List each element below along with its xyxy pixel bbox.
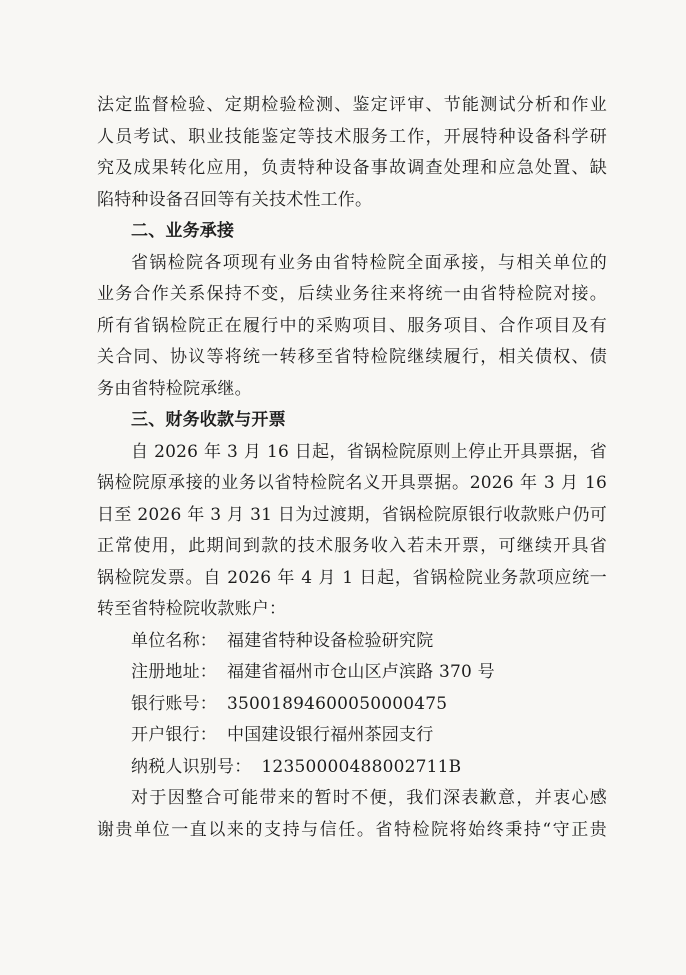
paragraph-line: 人员考试、职业技能鉴定等技术服务工作，开展特种设备科学研 xyxy=(97,126,607,147)
paragraph-line: 务由省特检院承继。 xyxy=(97,378,252,399)
paragraph-line: 谢贵单位一直以来的支持与信任。省特检院将始终秉持“守正贵 xyxy=(97,819,607,840)
paragraph-line: 究及成果转化应用，负责特种设备事故调查处理和应急处置、缺 xyxy=(97,158,607,178)
account-address-label: 注册地址： xyxy=(131,662,217,682)
section-heading-finance: 三、财务收款与开票 xyxy=(131,410,286,430)
paragraph-line: 对于因整合可能带来的暂时不便，我们深表歉意，并衷心感 xyxy=(131,788,607,808)
bank-value: 中国建设银行福州茶园支行 xyxy=(227,725,434,745)
paragraph-line: 正常使用，此期间到款的技术服务收入若未开票，可继续开具省 xyxy=(97,536,607,556)
tax-id-row xyxy=(97,752,607,784)
paragraph-line: 省锅检院各项现有业务由省特检院全面承接，与相关单位的 xyxy=(131,252,607,273)
bank-account-value: 35001894600050000475 xyxy=(227,693,448,714)
paragraph-line: 锅检院原承接的业务以省特检院名义开具票据。2026 年 3 月 16 xyxy=(97,473,607,493)
bank-account-row xyxy=(97,689,607,721)
tax-id-value: 12350000488002711B xyxy=(261,756,462,777)
paragraph-line: 关合同、协议等将统一转移至省特检院继续履行，相关债权、债 xyxy=(97,347,607,367)
account-address-row xyxy=(97,657,607,689)
bank-row xyxy=(97,720,607,752)
account-name-label: 单位名称： xyxy=(131,630,217,651)
paragraph-line: 所有省锅检院正在履行中的采购项目、服务项目、合作项目及有 xyxy=(97,315,607,336)
tax-id-label: 纳税人识别号： xyxy=(131,756,252,777)
paragraph-line: 转至省特检院收款账户： xyxy=(97,599,287,619)
paragraph-line: 陷特种设备召回等有关技术性工作。 xyxy=(97,189,373,210)
paragraph-line: 日至 2026 年 3 月 31 日为过渡期，省锅检院原银行收款账户仍可 xyxy=(97,504,607,525)
paragraph-line: 锅检院发票。自 2026 年 4 月 1 日起，省锅检院业务款项应统一 xyxy=(97,567,607,588)
bank-label: 开户银行： xyxy=(131,725,217,745)
section-heading-business: 二、业务承接 xyxy=(131,221,235,241)
document-body xyxy=(97,90,607,846)
account-name-row xyxy=(97,626,607,658)
bank-account-label: 银行账号： xyxy=(131,693,217,714)
paragraph-line: 自 2026 年 3 月 16 日起，省锅检院原则上停止开具票据，省 xyxy=(131,441,607,462)
account-name-value: 福建省特种设备检验研究院 xyxy=(227,630,434,651)
account-address-value: 福建省福州市仓山区卢滨路 370 号 xyxy=(227,662,495,682)
paragraph-line: 法定监督检验、定期检验检测、鉴定评审、节能测试分析和作业 xyxy=(97,95,607,115)
paragraph-line: 业务合作关系保持不变，后续业务往来将统一由省特检院对接。 xyxy=(97,284,607,304)
